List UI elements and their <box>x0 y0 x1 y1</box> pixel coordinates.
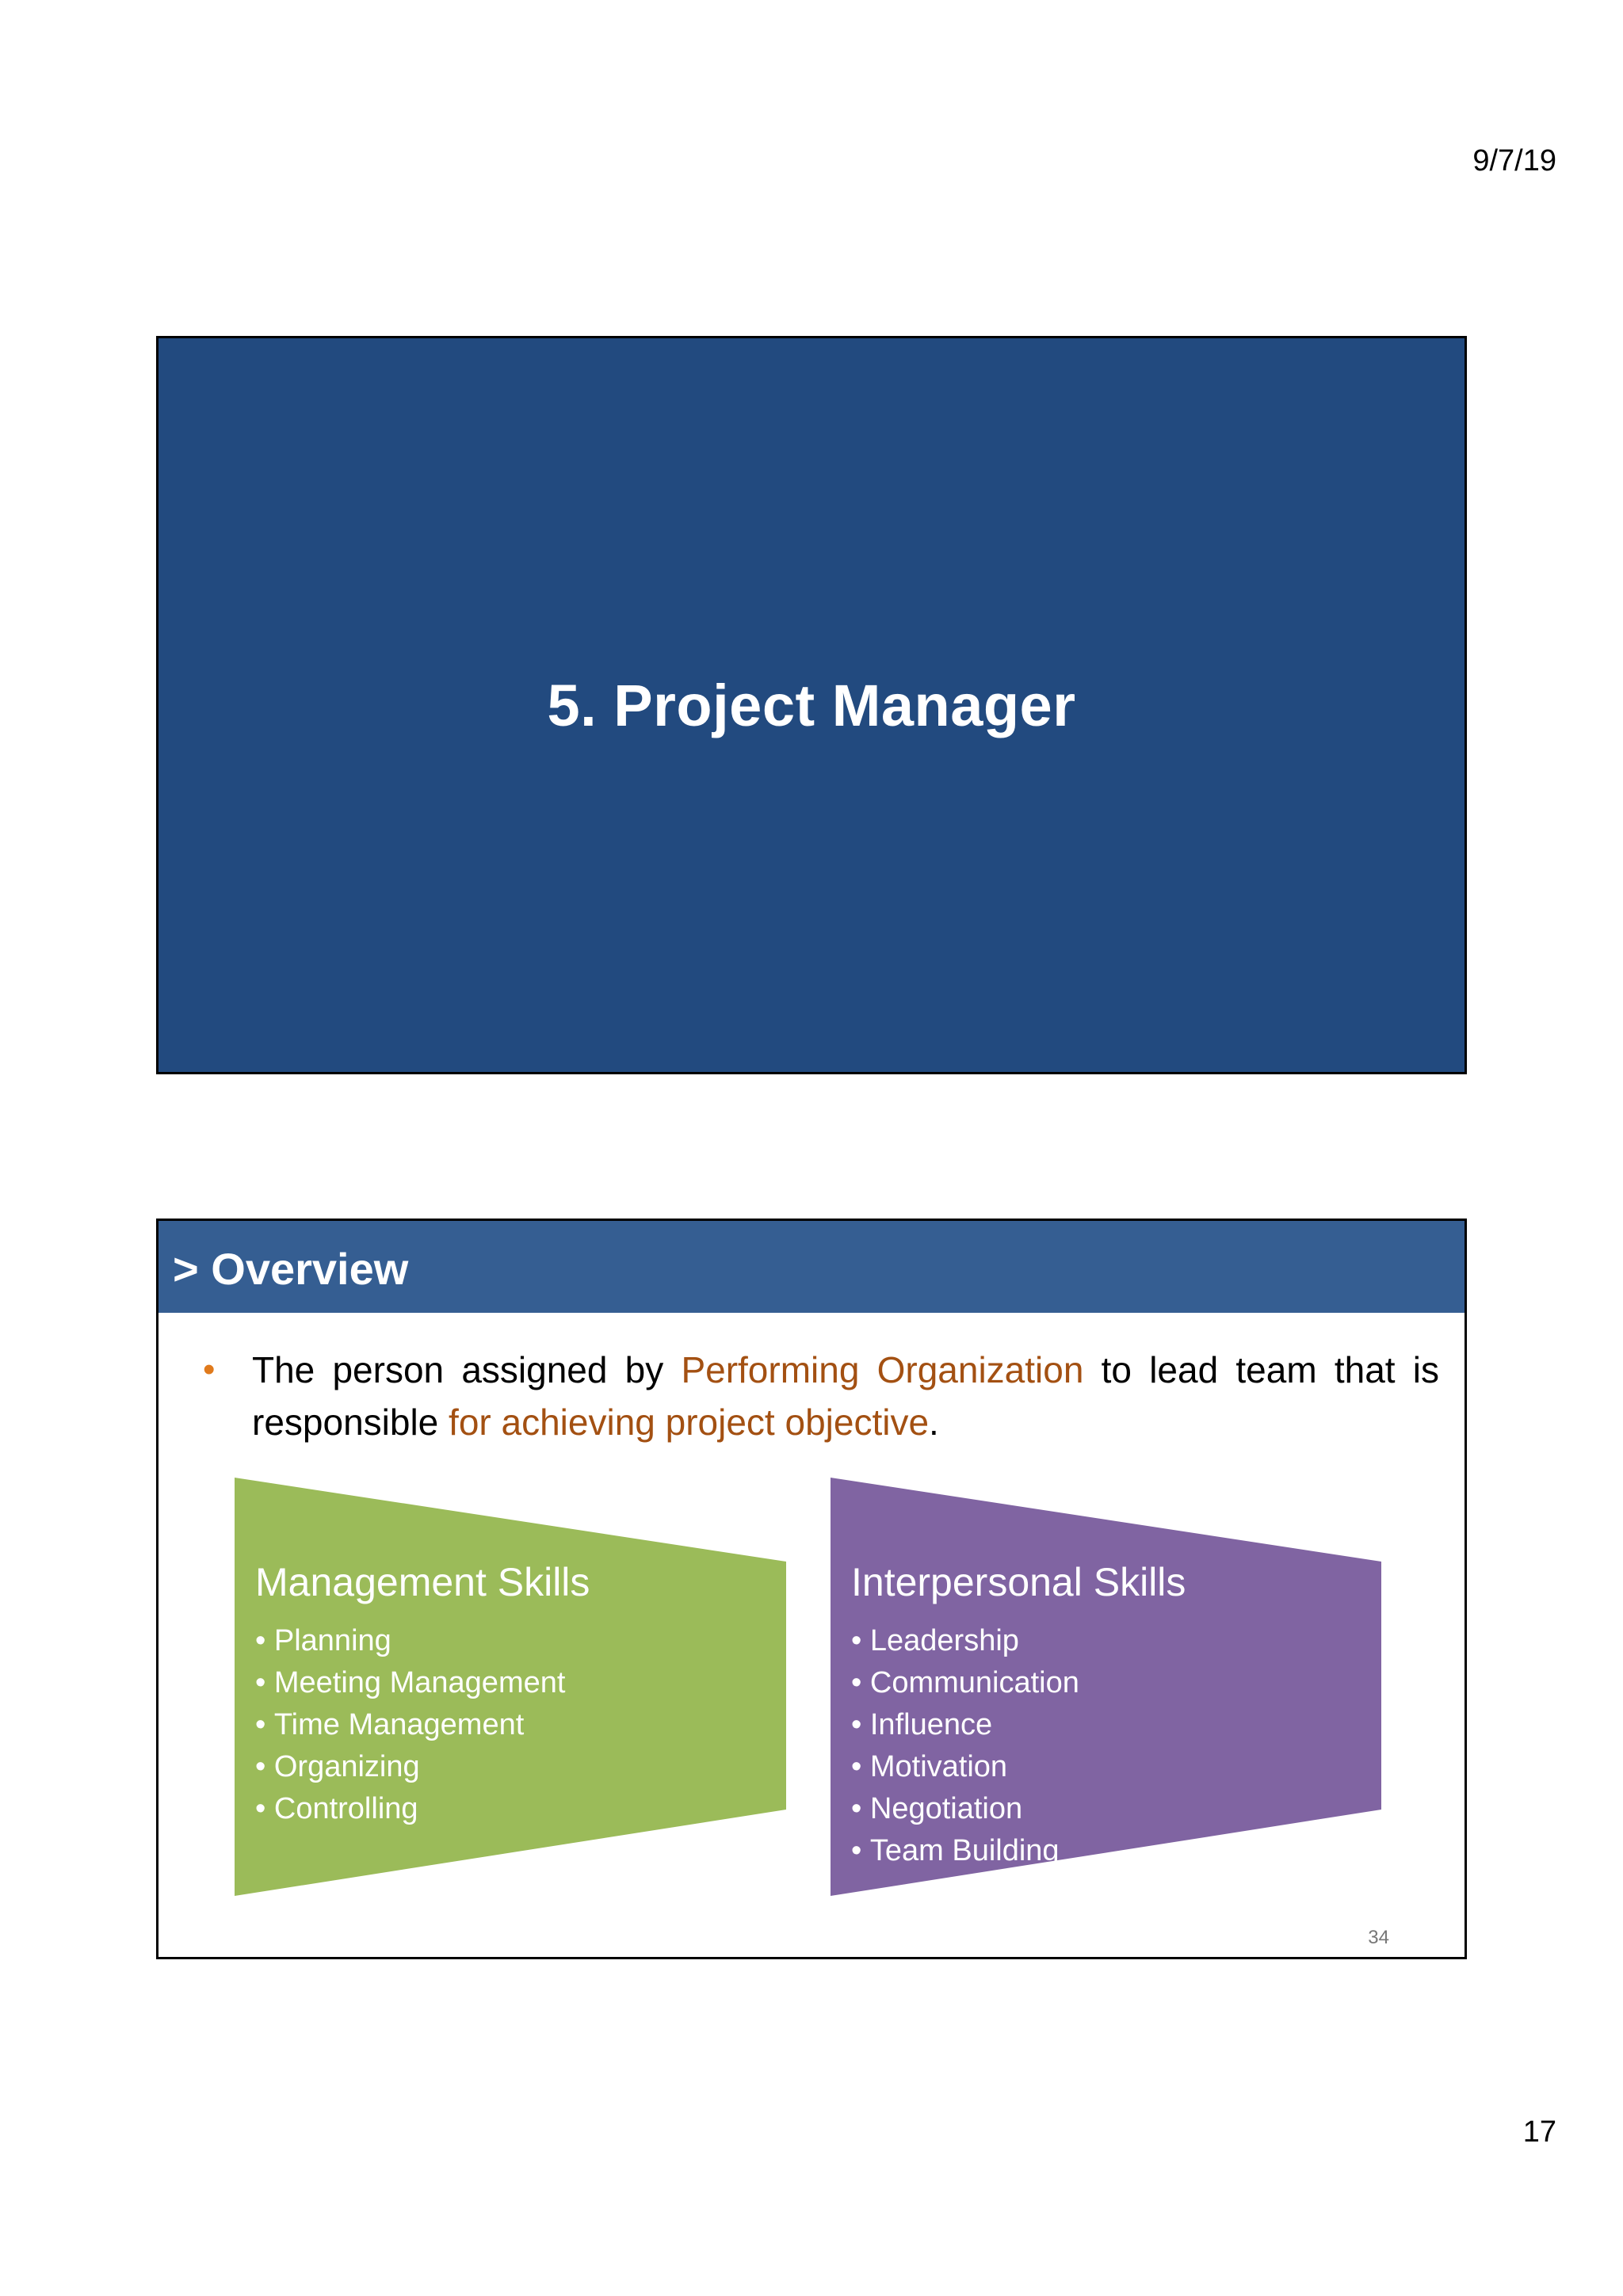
page-date: 9/7/19 <box>1472 144 1556 177</box>
list-item: • Organizing <box>255 1746 565 1788</box>
interpersonal-skills-title: Interpersonal Skills <box>851 1560 1186 1604</box>
list-item: • Controlling <box>255 1788 565 1830</box>
list-item: • Motivation <box>851 1746 1079 1788</box>
highlight-project-objective: for achieving project objective <box>449 1402 930 1443</box>
list-item: • Influence <box>851 1704 1079 1746</box>
interpersonal-skills-list <box>851 1620 1079 1872</box>
list-item: • Negotiation <box>851 1788 1079 1830</box>
slide-title: > Overview <box>173 1244 409 1294</box>
management-skills-title: Management Skills <box>255 1560 590 1604</box>
highlight-performing-organization: Performing Organization <box>681 1349 1084 1390</box>
list-item: • Time Management <box>255 1704 565 1746</box>
page-number: 17 <box>1522 2115 1556 2149</box>
bullet-text: The person assigned by Performing Organization to lead team that is responsible for achieving project objective. <box>252 1349 1439 1443</box>
slide-number: 34 <box>1368 1927 1389 1948</box>
slide-title: 5. Project Manager <box>547 672 1076 738</box>
management-skills-list <box>255 1620 565 1830</box>
bullet-icon: • <box>203 1350 216 1389</box>
list-item: • Leadership <box>851 1620 1079 1662</box>
slide-overview <box>156 1219 1467 1959</box>
list-item: • Communication <box>851 1662 1079 1704</box>
list-item: • Meeting Management <box>255 1662 565 1704</box>
list-item: • Team Building <box>851 1830 1079 1872</box>
slide-project-manager <box>156 336 1467 1074</box>
list-item: • Planning <box>255 1620 565 1662</box>
